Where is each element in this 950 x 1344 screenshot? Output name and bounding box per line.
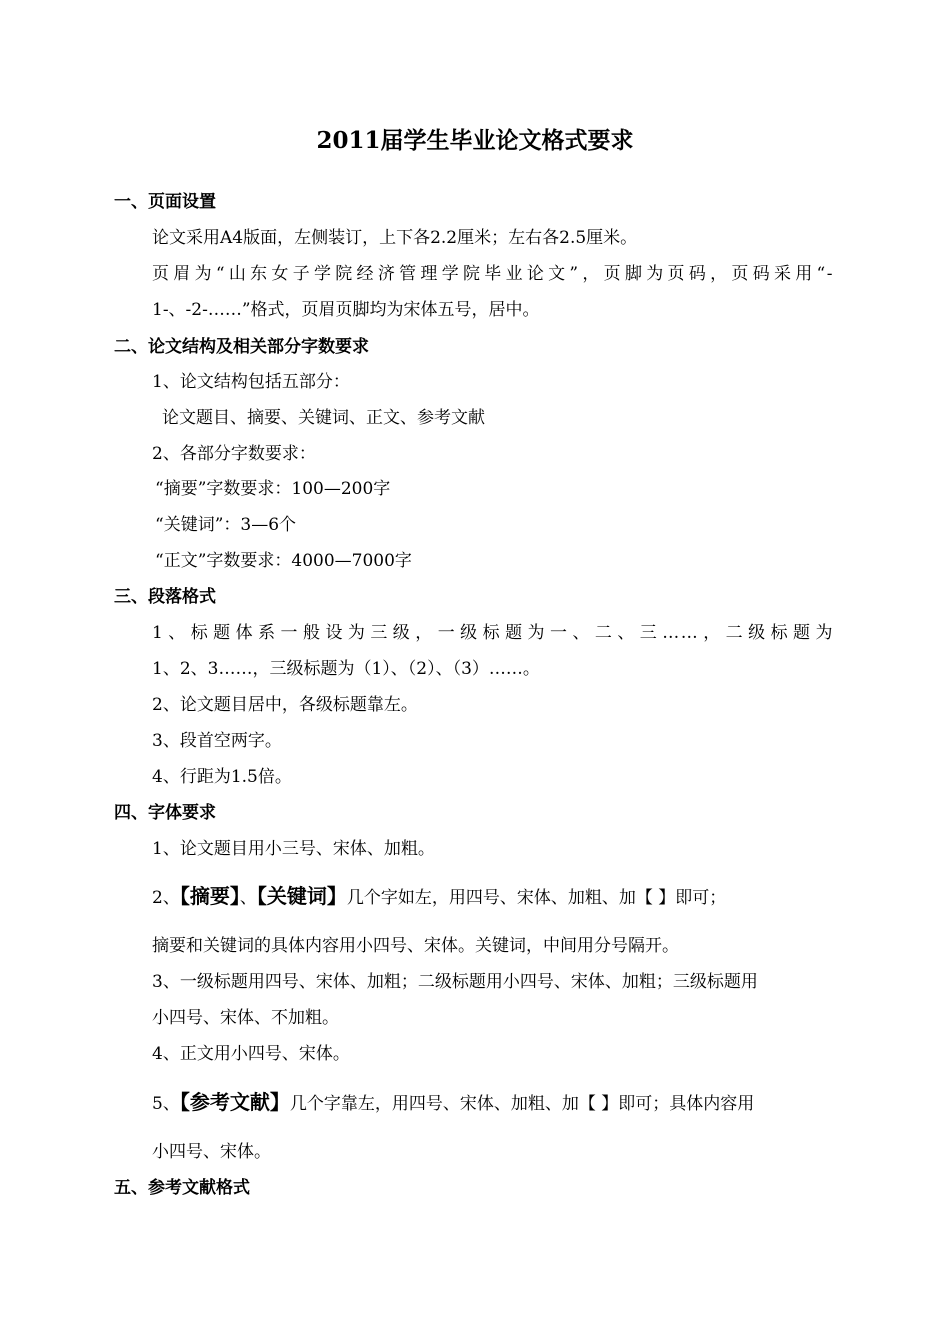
text-line: 2、各部分字数要求： [152, 444, 316, 464]
text-line: 1、论文题目用小三号、宋体、加粗。 [152, 839, 435, 859]
text-line: 页眉为“山东女子学院经济管理学院毕业论文”，页脚为页码，页码采用“- [152, 264, 834, 284]
text-line: “关键词”：3—6个 [155, 515, 297, 535]
bold-label-keywords: 【关键词】 [256, 884, 347, 908]
bold-label-abstract: 【摘要】 [179, 884, 240, 908]
text-run: 几个字靠左，用四号、宋体、加粗、加【 】即可；具体内容用 [289, 1094, 755, 1114]
section-heading-font-requirements: 四、字体要求 [114, 803, 216, 823]
text-line: “正文”字数要求：4000—7000字 [155, 551, 412, 571]
page-title: 2011届学生毕业论文格式要求 [316, 127, 634, 154]
text-run: 几个字如左，用四号、宋体、加粗、加【 】即可； [346, 888, 727, 908]
text-line: 3、段首空两字。 [152, 731, 282, 751]
text-line: 1、论文结构包括五部分： [152, 372, 350, 392]
section-heading-reference-format: 五、参考文献格式 [114, 1178, 250, 1198]
text-line: 小四号、宋体。 [152, 1142, 271, 1162]
text-line: 3、一级标题用四号、宋体、加粗；二级标题用小四号、宋体、加粗；三级标题用 [152, 972, 758, 992]
text-run: 2、 [152, 888, 180, 908]
text-line: 4、行距为1.5倍。 [152, 767, 292, 787]
text-line: 2、论文题目居中，各级标题靠左。 [152, 695, 418, 715]
text-line: 小四号、宋体、不加粗。 [152, 1008, 339, 1028]
text-line: 4、正文用小四号、宋体。 [152, 1044, 350, 1064]
text-line: 1-、-2-……”格式，页眉页脚均为宋体五号，居中。 [152, 300, 540, 320]
text-line: 摘要和关键词的具体内容用小四号、宋体。关键词，中间用分号隔开。 [152, 936, 679, 956]
text-line: 1、2、3……，三级标题为（1）、（2）、（3）……。 [152, 659, 540, 679]
text-line-mixed [152, 884, 726, 910]
text-run: 、 [239, 888, 257, 908]
text-line: 论文采用A4版面，左侧装订，上下各2.2厘米；左右各2.5厘米。 [152, 228, 638, 248]
text-line-mixed [152, 1090, 754, 1116]
section-heading-page-setup: 一、页面设置 [114, 192, 216, 212]
text-line: 论文题目、摘要、关键词、正文、参考文献 [162, 408, 485, 428]
bold-label-references: 【参考文献】 [179, 1090, 290, 1114]
section-heading-paragraph-format: 三、段落格式 [114, 587, 216, 607]
text-line: 1、标题体系一般设为三级，一级标题为一、二、三……，二级标题为 [152, 623, 834, 643]
text-line: “摘要”字数要求：100—200字 [155, 479, 391, 499]
text-run: 5、 [152, 1094, 180, 1114]
section-heading-structure: 二、论文结构及相关部分字数要求 [114, 337, 369, 357]
